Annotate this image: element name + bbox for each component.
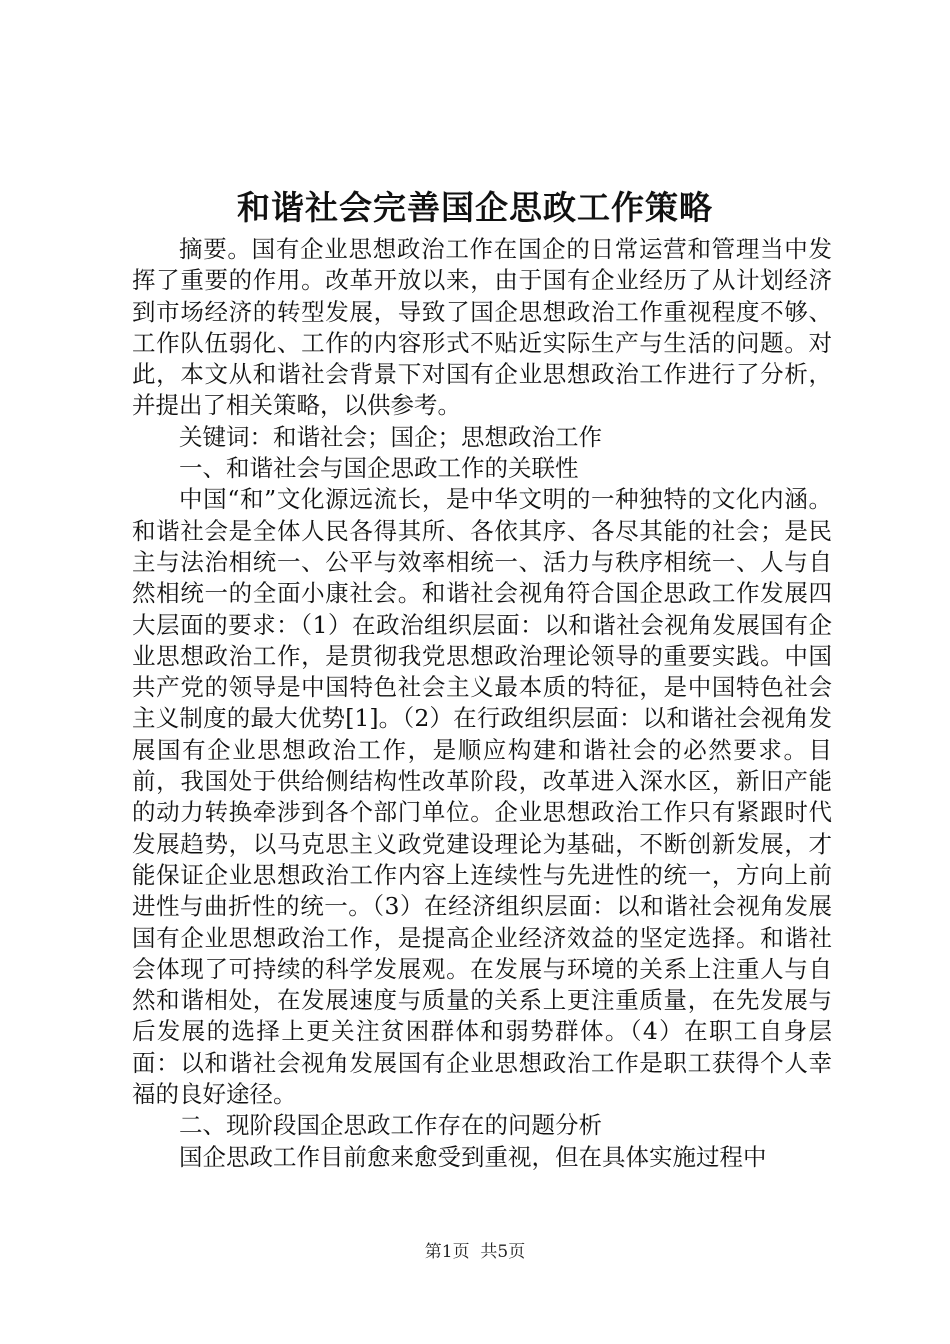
- page-number: 第1页: [424, 1242, 470, 1262]
- abstract-paragraph: 摘要。国有企业思想政治工作在国企的日常运营和管理当中发挥了重要的作用。改革开放以来，由于国有企业经历了从计划经济到市场经济的转型发展，导致了国企思想政治工作重视程度不够、工作队伍弱化、工作的内容形式不贴近实际生产与生活的问题。对此，本文从和谐社会背景下对国有企业思想政治工作进行了分析，并提出了相关策略，以供参考。: [132, 235, 832, 420]
- section-heading-1: 一、和谐社会与国企思政工作的关联性: [179, 454, 579, 483]
- body-paragraph: 中国“和”文化源远流长，是中华文明的一种独特的文化内涵。和谐社会是全体人民各得其所、各依其序、各尽其能的社会；是民主与法治相统一、公平与效率相统一、活力与秩序相统一、人与自然相统一的全面小康社会。和谐社会视角符合国企思政工作发展四大层面的要求：（1）在政治组织层面：以和谐社会视角发展国有企业思想政治工作，是贯彻我党思想政治理论领导的重要实践。中国共产党的领导是中国特色社会主义最本质的特征，是中国特色社会主义制度的最大优势[1]。（2）在行政组织层面：以和谐社会视角发展国有企业思想政治工作，是顺应构建和谐社会的必然要求。目前，我国处于供给侧结构性改革阶段，改革进入深水区，新旧产能的动力转换牵涉到各个部门单位。企业思想政治工作只有紧跟时代发展趋势，以马克思主义政党建设理论为基础，不断创新发展，才能保证企业思想政治工作内容上连续性与先进性的统一，方向上前进性与曲折性的统一。（3）在经济组织层面：以和谐社会视角发展国有企业思想政治工作，是提高企业经济效益的坚定选择。和谐社会体现了可持续的科学发展观。在发展与环境的关系上注重人与自然和谐相处，在发展速度与质量的关系上更注重质量，在先发展与后发展的选择上更关注贫困群体和弱势群体。（4）在职工自身层面：以和谐社会视角发展国有企业思想政治工作是职工获得个人幸福的良好途径。: [132, 485, 832, 1109]
- document-body: [132, 234, 832, 1173]
- section-heading-2: 二、现阶段国企思政工作存在的问题分析: [179, 1111, 602, 1140]
- document-title: 和谐社会完善国企思政工作策略: [237, 188, 713, 227]
- keywords-paragraph: 关键词：和谐社会；国企；思想政治工作: [179, 422, 602, 451]
- page-footer: [0, 1240, 950, 1264]
- body-paragraph: 国企思政工作目前愈来愈受到重视，但在具体实施过程中: [179, 1142, 767, 1171]
- page-total: 共5页: [480, 1242, 526, 1262]
